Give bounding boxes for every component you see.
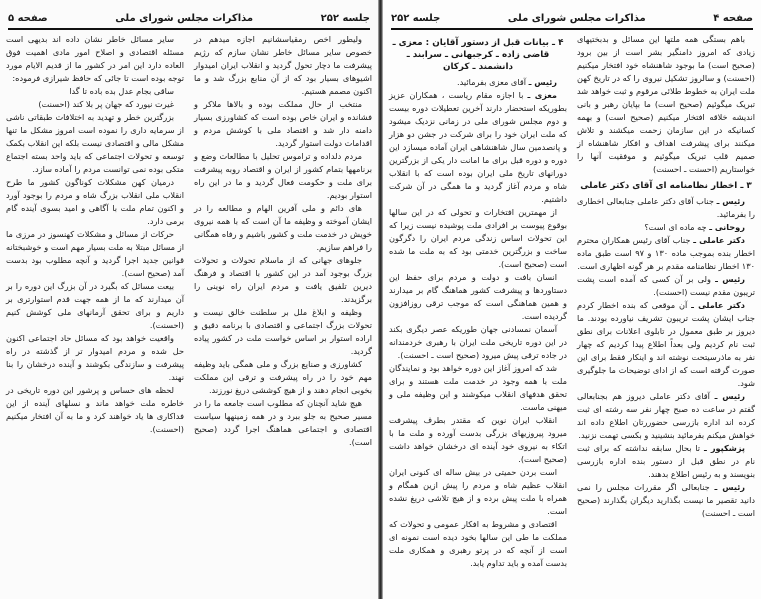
paragraph-text: از مهمترین افتخارات و تحولی که در این سالها بوقوع پیوست بر افرادی ملت پوشیده نیست زیرا که این تحولات اساس زندگی مردم ایران را دگرگون ساخت و بزرگترین خدمتی بود که به ملت ما شده است (صحیح است). xyxy=(389,207,567,269)
paragraph xyxy=(6,384,184,436)
paragraph-text: های دائم و ملی آفرین الهام و مطالعه را در ایشان آموخته و وظیفه ما آن است که با همه نیروی خویش در خدمت ملت و کشور باشیم و رفاه همگانی را فراهم سازیم. xyxy=(194,203,372,252)
speaker-name: رئیس ـ xyxy=(714,391,746,401)
paragraph-text: جنابعالی اگر مقررات مجلس را نمی دانید تقصیر ما نیست بگذارید دیگران بگذارند (صحیح است ـ احسنت) xyxy=(577,482,755,518)
paragraph xyxy=(194,150,372,202)
paragraph xyxy=(389,323,567,362)
paragraph xyxy=(577,195,755,221)
text-column xyxy=(577,33,755,570)
paragraph xyxy=(6,332,184,384)
paragraph xyxy=(6,228,184,280)
speaker-name: رئیس ـ xyxy=(714,482,746,492)
paragraph-text: باهم بستگی همه ملتها این مسائل و بدبختیهای زیادی که امروز دامنگیر بشر است از بین برود (صحیح است) ما بوجود شاهنشاه خود افتخار میکنیم (احسنت) و سالروز تشکیل نیروی را که در تاریخ کهن ملت ایران به خطوط طلائی مرقوم و ثبت خواهد شد تبریک میگوئیم (صحیح است) ما بپایان رهبر و بانی اندیشه خلاقه افتخار میکنیم (صحیح است) و بهمه کسانیکه در این سازمان زحمت میکشند و تلاش میکنند برای پیشرفت اهداف و افکار شاهنشاه از صمیم قلب تبریک میگوئیم و موفقیت آنها را خواستاریم (احسنت ـ احسنت) xyxy=(577,34,755,174)
paragraph-text: انسان بافت و دولت و مردم برای حفظ این دستاوردها و پیشرفت کشور هماهنگ گام بر میدارند و همین هماهنگی است که موجب ترقی روزافزون گردیده است. xyxy=(389,272,567,321)
paragraph-text: جناب آقای دکتر عاملی جنابعالی اخطاری را بفرمائید. xyxy=(577,196,755,219)
paragraph-text: منتخب از حال مملکت بوده و بالاها ملاکر و فشانده و ایران خاص بوده است که کشاورزی بسیار دامنه دار شد و اقتصاد ملی با کوشش مردم و اقدامات دولت استوار گردید. xyxy=(194,99,372,148)
paragraph-text: وظیفه و ابلاغ ملل بر سلطنت خالق نیست و تحولات بزرگ اجتماعی و اقتصادی با برنامه دقیق و اراده استوار بر اساس خواست ملت در کشور پیاده گردید. xyxy=(194,307,372,356)
paragraph-text: واقعیت خواهد بود که مسائل حاد اجتماعی اکنون حل شده و مردم امیدوار تر از گذشته در راه پیشرفت و سازندگی بکوشند و آینده درخشان را بنا نهند. xyxy=(6,333,184,382)
paragraph xyxy=(6,111,184,176)
paragraph-text: مردم دلداده و تراموس تحلیل با مطالعات وضع و برنامهها بتمام کشور از ایران و اقتصاد روبه پیشرفت برای ملت و حکومت فعال گردید و ما در این راه استوار بودیم. xyxy=(194,151,372,200)
paragraph xyxy=(6,85,184,98)
paragraph-text: چه ماده ای است؟ xyxy=(644,222,707,232)
text-columns xyxy=(389,33,755,570)
paragraph-text: آسمان نمسادنی جهان طوریکه عصر دیگری بکند در این دوره تاریخی ملت ایران با رهبری خردمندانه در جاده ترقی پیش میرود (صحیح است ـ احسنت). xyxy=(389,324,567,360)
paragraph-text: هیچ شاید آنچنان که مطلوب است جامعه ما را در مسیر صحیح به جلو ببرد و در همه زمینهها سیاست اقتصادی و اجتماعی هماهنگ اجرا گردد (صحیح است). xyxy=(194,398,372,447)
page-header xyxy=(391,10,753,30)
paragraph xyxy=(194,98,372,150)
paragraph xyxy=(389,414,567,466)
session-number: جلسه ۲۵۲ xyxy=(391,12,441,24)
paragraph-text: جلوهای جهانی که از ماسلام تحولات و تحولات بزرگ بوجود آمد در این کشور با اقتصاد و فرهنگ دیرین تلفیق یافت و مردم ایران راه نوینی را برگزیدند. xyxy=(194,255,372,304)
paragraph xyxy=(577,442,755,481)
paragraph xyxy=(194,254,372,306)
paragraph xyxy=(389,362,567,414)
text-column xyxy=(194,33,372,449)
paragraph-text: سایر مسائل خاطر نشان داده اند بدیهی است مسئله اقتصادی و اصلاح امور مادی اهمیت فوق العاده دارد این امر در کشور ما از قدیم الایام مورد توجه بوده است تا جائی که حافظ شیرازی فرموده: xyxy=(6,34,184,83)
speaker-name: دکتر عاملی ـ xyxy=(693,235,745,245)
paragraph-text: ساقی بجام عدل بده باده تا گدا xyxy=(69,86,174,96)
paragraph-text: اقتصادی و مشروط به افکار عمومی و تحولات که مملکت ما طی این سالها بخود دیده است نمونه ای است از آنچه که در پرتو رهبری و همکاری ملت بدست آمده و باید تداوم یابد. xyxy=(389,519,567,568)
paragraph xyxy=(389,466,567,518)
paragraph xyxy=(194,397,372,449)
paragraph-text: جناب آقای رئیس همکاران محترم اخطار بنده بموجب ماده ۱۳۰ و ۹۷ است طبق ماده ۱۳۰ اخطار نظامنامه مقدم بر هر گونه اظهاری است. xyxy=(577,235,755,271)
paragraph-text: حرکات از مسائل و مشکلات کهنسوز در مرزی ما از مسائل مبتلا به ملت بسیار مهم است و خوشبختانه قوانین جدید اجرا گردید و آنچه مطلوب بود بدست آمد (صحیح است). xyxy=(6,229,184,278)
section-heading: ۴ ـ بیانات قبل از دستور آقایان : معزی ـ قاضی زاده ـ کرجبهانی ـ سرابند ـ دانشمند ـ کرکان xyxy=(392,38,564,72)
page-header xyxy=(8,10,370,30)
paragraph xyxy=(6,33,184,85)
paragraph xyxy=(577,234,755,273)
paragraph xyxy=(577,481,755,520)
paragraph xyxy=(389,271,567,323)
left-page xyxy=(0,0,378,599)
running-title: مذاکرات مجلس شورای ملی xyxy=(507,12,646,24)
paragraph xyxy=(194,202,372,254)
paragraph-text: است بردن حمیتی در بیش ساله ای کنونی ایران انقلاب عظیم شاه و مردم را پیش ازین همگام و همراه با ملت پیش برده و از هیچ تلاشی دریغ نشده است. xyxy=(389,467,567,516)
paragraph-text: ولیطور اخص رمقیاسشانیم اجازه میدهم در خصوص سایر مسائل خاطر نشان سازم که رژیم پیشرفت ما دچار تحول گردید و انقلاب ایران امیدوار اشیوهای بسیار بود که از آن منابع بزرگ شد و ما اکنون مصمم هستیم. xyxy=(194,34,372,96)
paragraph xyxy=(194,358,372,397)
paragraph xyxy=(577,299,755,390)
right-page xyxy=(383,0,761,599)
paragraph xyxy=(577,33,755,176)
page-number: صفحه ۵ xyxy=(8,12,48,24)
paragraph-text: ولی بر آن کسی که آمده است پشت تریبون مقدم نیست (احسنت). xyxy=(577,274,755,297)
session-number: جلسه ۲۵۲ xyxy=(320,12,370,24)
text-columns xyxy=(6,33,372,449)
speaker-name: رئیس ـ xyxy=(528,77,557,87)
paragraph xyxy=(389,76,567,89)
paragraph xyxy=(6,176,184,228)
paragraph xyxy=(6,280,184,332)
speaker-name: دکتر عاملی ـ xyxy=(691,300,745,310)
paragraph-text: درمیان کهن مشکلات کوناگون کشور ما طرح انقلاب ملی انقلاب بزرگ شاه و مردم را بوجود آورد و اکنون تمام ملت با آگاهی و امید بسوی آینده گام برمی دارد. xyxy=(6,177,184,226)
paragraph xyxy=(194,306,372,358)
paragraph xyxy=(389,206,567,271)
paragraph-text: آقای دکتر عاملی دیروز هم بجنابعالی گفتم در ساعت ده صبح چهار نفر سه رشته ای ثبت کرده اند اداره بازرسی حضوررتان اطلاع داده اند خواهش میکنم بفرمائید بنشینید و بکسی تهمت نزنید. xyxy=(577,391,755,440)
page-number: صفحه ۴ xyxy=(713,12,753,24)
paragraph xyxy=(389,89,567,206)
section-heading: ۳ ـ اخطار نظامنامه ای آقای دکتر عاملی xyxy=(580,181,752,191)
paragraph-text: بزرگترین خطر و تهدید به اختلافات طبقاتی ناشی از سرمایه داری را نموده است امروز مشکل ما تنها مشکل مالی و اقتصادی نیست بلکه این انقلاب بکمک توسعه و تحولات اجتماعی که باید واحد بسته اجتماع متکی بوده نمی توانست مردم را آماده سازد. xyxy=(6,112,184,174)
text-column xyxy=(389,33,567,570)
speaker-name: رئیس ـ xyxy=(715,274,745,284)
paragraph-text: شد که امروز آغاز این دوره خواهد بود و نمایندگان ملت با همه وجود در خدمت ملت هستند و برای تحقق هدفهای انقلاب میکوشند و این وظیفه ملی و میهنی ماست. xyxy=(389,363,567,412)
paragraph xyxy=(577,273,755,299)
text-column xyxy=(6,33,184,449)
paragraph-text: تا بحال سابقه نداشته که برای ثبت نام در نطق قبل از دستور بنده اداره بازرسی بنویسند و به رئیس اطلاع بدهند. xyxy=(577,443,755,479)
speaker-name: معزی ـ xyxy=(527,90,557,100)
paragraph xyxy=(577,390,755,442)
paragraph-text: لحظه های حساس و پرشور این دوره تاریخی در خاطره ملت خواهد ماند و نسلهای آینده از این فداکاری ها یاد خواهند کرد و ما به آن افتخار میکنیم (احسنت). xyxy=(6,385,184,434)
paragraph xyxy=(389,518,567,570)
paragraph-text: با اجازه مقام ریاست ، همکاران عزیز بطوریکه استحضار دارند آخرین تعطیلات دوره بیست و دوم مجلس شورای ملی در زمانی نزدیک میشود که ملت ایران خود را برای شرکت در جشن دو هزار و پانصدمین سال شاهنشاهی ایران آماده میسازد این دوره و دوره قبل برای ما امانت دار یکی از بزرگترین دورانهای تاریخ ملی ایران بوده است که با انقلاب شاه و مردم آغاز گردید و ما همگی در آن شرکت داشتیم. xyxy=(389,90,567,204)
speaker-name: روحانی ـ xyxy=(709,222,745,232)
paragraph-text: آقای معزی بفرمائید. xyxy=(457,77,527,87)
speaker-name: پزشکپور ـ xyxy=(703,443,745,453)
speaker-name: رئیس ـ xyxy=(716,196,745,206)
running-title: مذاکرات مجلس شورای ملی xyxy=(115,12,254,24)
paragraph-text: آن موقعی که بنده اخطار کردم جناب ایشان پشت تریبون تشریف نیاورده بودند. ما دیروز بر طبق معمول در تابلوی اعلانات برای نطق ثبت نام کردیم ولی بعداً اطلاع پیدا کردیم که چهار نفر به ماذرسیتحت نوشته اند و اینکار فقط برای این صورت گرفته است که از ادای توضیحات ما جلوگیری شود. xyxy=(577,300,755,388)
paragraph xyxy=(194,33,372,98)
paragraph-text: انقلاب ایران نوین که مقتدر بطرف پیشرفت میرود پیروزیهای بزرگی بدست آورده و ملت ما با اتکاء به نیروی خود آینده ای درخشان خواهد داشت (صحیح است). xyxy=(389,415,567,464)
paragraph-text: کشاورزی و صنایع بزرگ و ملی همگی باید وظیفه مهم خود را در راه پیشرفت و ترقی این مملکت بخوبی انجام دهند و از هیچ کوششی دریغ نورزند. xyxy=(194,359,372,395)
paragraph-text: غیرت نیورد که جهان پر بلا کند (احسنت) xyxy=(38,99,174,109)
paragraph xyxy=(6,98,184,111)
paragraph-text: بیعت مسائل که بگیرد در آن بزرگ این دوره را بر آن میدارند که ما از همه جهت قدم استوارتری بر داریم و برای تحقق آرمانهای ملی کوشش کنیم (احسنت). xyxy=(6,281,184,330)
paragraph xyxy=(577,221,755,234)
